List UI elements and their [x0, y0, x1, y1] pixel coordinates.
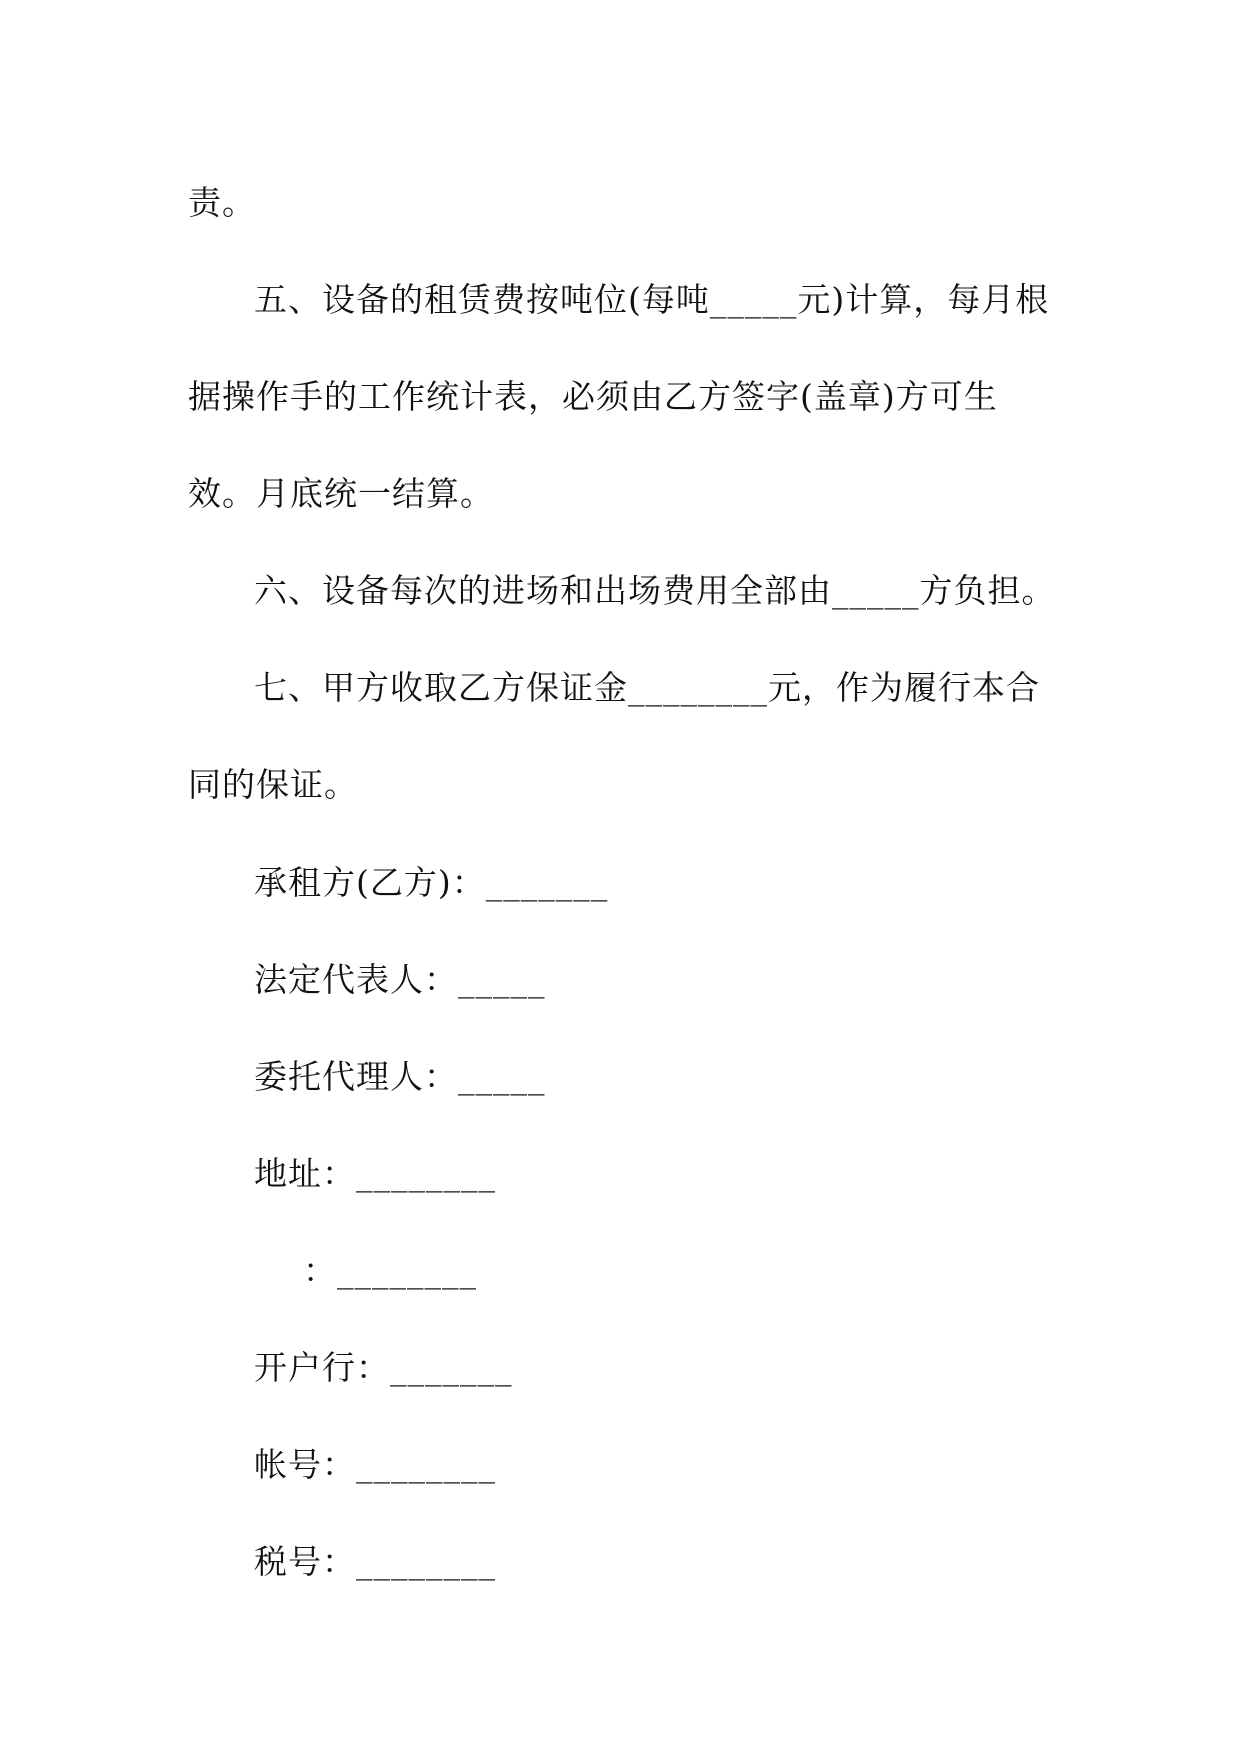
tax-number-field: 税号：________: [254, 1542, 496, 1581]
legal-representative-field: 法定代表人：_____: [254, 960, 546, 999]
address-field: 地址：________: [254, 1154, 496, 1193]
clause-5-line-2: 据操作手的工作统计表，必须由乙方签字(盖章)方可生: [188, 377, 998, 416]
clause-5-line-3: 效。月底统一结算。: [188, 474, 494, 513]
account-number-field: 帐号：________: [254, 1445, 496, 1484]
clause-7-line-2: 同的保证。: [188, 765, 358, 804]
clause-5-line-1: 五、设备的租赁费按吨位(每吨_____元)计算，每月根: [254, 280, 1050, 319]
text-line-1: 责。: [188, 183, 256, 222]
clause-6-line: 六、设备每次的进场和出场费用全部由_____方负担。: [254, 571, 1056, 610]
clause-7-line-1: 七、甲方收取乙方保证金________元，作为履行本合: [254, 668, 1040, 707]
unlabeled-field: ：________: [303, 1251, 477, 1290]
authorized-agent-field: 委托代理人：_____: [254, 1057, 546, 1096]
lessee-field: 承租方(乙方)：_______: [254, 863, 609, 902]
bank-field: 开户行：_______: [254, 1348, 513, 1387]
